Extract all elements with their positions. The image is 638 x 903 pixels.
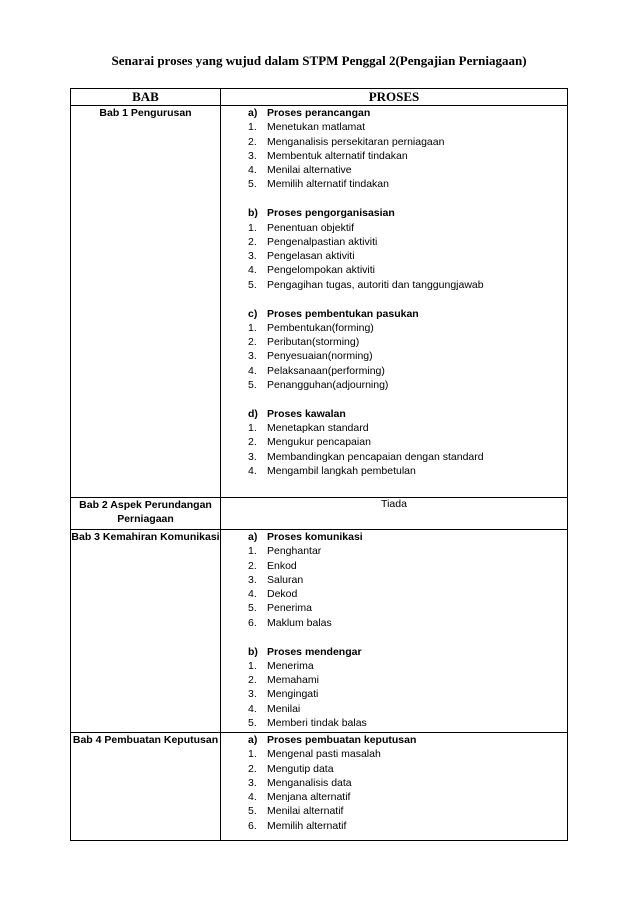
step-text: Menganalisis persekitaran perniagaan — [267, 135, 445, 148]
process-step — [221, 435, 567, 449]
step-text: Penentuan objektif — [267, 221, 354, 234]
group-marker: c) — [248, 307, 258, 320]
step-text: Pembentukan(forming) — [267, 321, 374, 334]
process-step — [221, 673, 567, 687]
process-step — [221, 321, 567, 335]
process-step — [221, 421, 567, 435]
process-step — [221, 163, 567, 177]
process-step — [221, 702, 567, 716]
group-marker: b) — [248, 207, 258, 220]
step-text: Membentuk alternatif tindakan — [267, 149, 408, 162]
process-step — [221, 249, 567, 263]
step-text: Mengukur pencapaian — [267, 436, 371, 449]
bab-cell: Bab 4 Pembuatan Keputusan — [71, 733, 221, 841]
step-text: Penyesuaian(norming) — [267, 350, 373, 363]
process-step — [221, 601, 567, 615]
step-number: 1. — [248, 545, 257, 558]
group-marker: a) — [248, 107, 258, 119]
process-group-heading — [221, 106, 567, 120]
step-number: 2. — [248, 436, 257, 449]
group-heading-text: Proses komunikasi — [267, 531, 363, 543]
step-number: 2. — [248, 135, 257, 148]
group-heading-text: Proses mendengar — [267, 645, 362, 658]
step-text: Pengenalpastian aktiviti — [267, 235, 378, 248]
step-number: 5. — [248, 178, 257, 191]
step-text: Pengagihan tugas, autoriti dan tanggungjawab — [267, 278, 484, 291]
step-number: 3. — [248, 350, 257, 363]
process-step — [221, 716, 567, 730]
step-number: 3. — [248, 573, 257, 586]
process-step — [221, 263, 567, 277]
step-text: Maklum balas — [267, 616, 332, 629]
process-group — [221, 106, 567, 192]
step-number: 4. — [248, 702, 257, 715]
process-group-heading — [221, 206, 567, 220]
step-text: Mengingati — [267, 688, 319, 701]
step-number: 3. — [248, 450, 257, 463]
table-row — [71, 733, 568, 841]
process-group — [221, 307, 567, 393]
step-text: Mengutip data — [267, 762, 334, 775]
process-step — [221, 747, 567, 761]
step-number: 6. — [248, 616, 257, 629]
step-number: 5. — [248, 278, 257, 291]
step-text: Menilai alternatif — [267, 805, 344, 818]
step-number: 5. — [248, 717, 257, 730]
process-step — [221, 616, 567, 630]
step-text: Penerima — [267, 602, 312, 615]
step-number: 1. — [248, 659, 257, 672]
step-number: 3. — [248, 149, 257, 162]
step-text: Menilai alternative — [267, 164, 352, 177]
process-step — [221, 378, 567, 392]
step-number: 3. — [248, 250, 257, 263]
step-text: Peributan(storming) — [267, 336, 360, 349]
step-text: Saluran — [267, 573, 304, 586]
table-body — [71, 106, 568, 841]
group-marker: b) — [248, 645, 258, 658]
step-number: 4. — [248, 791, 257, 804]
process-step — [221, 687, 567, 701]
step-number: 2. — [248, 336, 257, 349]
process-step — [221, 587, 567, 601]
bab-cell: Bab 1 Pengurusan — [71, 106, 221, 498]
group-marker: a) — [248, 531, 258, 543]
process-step — [221, 464, 567, 478]
step-text: Membandingkan pencapaian dengan standard — [267, 450, 484, 463]
process-group — [221, 645, 567, 731]
step-number: 3. — [248, 688, 257, 701]
step-text: Menilai — [267, 702, 301, 715]
process-group — [221, 530, 567, 630]
step-number: 4. — [248, 264, 257, 277]
process-step — [221, 544, 567, 558]
step-text: Memahami — [267, 674, 319, 687]
step-text: Menganalisis data — [267, 776, 352, 789]
process-group-heading — [221, 307, 567, 321]
table-row — [71, 498, 568, 530]
step-number: 2. — [248, 674, 257, 687]
proses-cell — [221, 530, 568, 733]
group-heading-text: Proses kawalan — [267, 407, 346, 420]
step-number: 4. — [248, 588, 257, 601]
group-marker: a) — [248, 734, 258, 746]
step-number: 6. — [248, 819, 257, 832]
process-step — [221, 659, 567, 673]
process-step — [221, 335, 567, 349]
step-number: 5. — [248, 805, 257, 818]
process-group-heading — [221, 407, 567, 421]
step-number: 1. — [248, 422, 257, 435]
step-number: 1. — [248, 748, 257, 761]
process-step — [221, 776, 567, 790]
header-bab: BAB — [71, 89, 221, 106]
proses-cell — [221, 733, 568, 841]
step-text: Memilih alternatif tindakan — [267, 178, 389, 191]
process-step — [221, 573, 567, 587]
process-step — [221, 221, 567, 235]
process-group-heading — [221, 645, 567, 659]
process-step — [221, 804, 567, 818]
step-text: Mengenal pasti masalah — [267, 748, 381, 761]
document-title: Senarai proses yang wujud dalam STPM Penggal 2(Pengajian Perniagaan) — [111, 53, 527, 68]
process-step — [221, 450, 567, 464]
step-text: Pengelasan aktiviti — [267, 250, 355, 263]
step-number: 2. — [248, 762, 257, 775]
group-marker: d) — [248, 407, 258, 420]
step-text: Menetukan matlamat — [267, 121, 366, 134]
step-text: Penghantar — [267, 545, 322, 558]
group-heading-text: Proses pembentukan pasukan — [267, 307, 419, 320]
process-step — [221, 120, 567, 134]
step-number: 1. — [248, 121, 257, 134]
process-step — [221, 135, 567, 149]
process-group-heading — [221, 733, 567, 747]
step-text: Enkod — [267, 559, 297, 572]
process-group — [221, 733, 567, 833]
group-heading-text: Proses perancangan — [267, 107, 371, 119]
bab-cell: Bab 3 Kemahiran Komunikasi — [71, 530, 221, 733]
step-text: Menerima — [267, 659, 314, 672]
process-step — [221, 364, 567, 378]
table-header-row — [71, 89, 568, 106]
step-number: 5. — [248, 379, 257, 392]
step-number: 5. — [248, 602, 257, 615]
step-text: Memilih alternatif — [267, 819, 347, 832]
step-number: 4. — [248, 164, 257, 177]
table-row — [71, 106, 568, 498]
bab-cell: Bab 2 Aspek Perundangan Perniagaan — [71, 498, 221, 530]
group-heading-text: Proses pembuatan keputusan — [267, 734, 417, 746]
step-text: Memberi tindak balas — [267, 717, 367, 730]
step-number: 4. — [248, 465, 257, 478]
step-number: 2. — [248, 235, 257, 248]
tiada-cell: Tiada — [221, 498, 568, 530]
step-number: 2. — [248, 559, 257, 572]
step-number: 1. — [248, 321, 257, 334]
process-step — [221, 149, 567, 163]
group-heading-text: Proses pengorganisasian — [267, 207, 395, 220]
step-text: Menetapkan standard — [267, 422, 369, 435]
process-group — [221, 407, 567, 478]
header-proses: PROSES — [221, 89, 568, 106]
process-group — [221, 206, 567, 292]
process-group-heading — [221, 530, 567, 544]
step-number: 4. — [248, 364, 257, 377]
step-number: 1. — [248, 221, 257, 234]
process-table — [70, 88, 568, 841]
process-step — [221, 559, 567, 573]
step-text: Mengambil langkah pembetulan — [267, 465, 416, 478]
proses-cell — [221, 106, 568, 498]
step-number: 3. — [248, 776, 257, 789]
process-step — [221, 349, 567, 363]
step-text: Pelaksanaan(performing) — [267, 364, 385, 377]
process-step — [221, 278, 567, 292]
process-step — [221, 762, 567, 776]
step-text: Penangguhan(adjourning) — [267, 379, 389, 392]
step-text: Dekod — [267, 588, 298, 601]
step-text: Menjana alternatif — [267, 791, 351, 804]
table-row — [71, 530, 568, 733]
step-text: Pengelompokan aktiviti — [267, 264, 375, 277]
process-step — [221, 819, 567, 833]
process-step — [221, 177, 567, 191]
process-step — [221, 790, 567, 804]
process-step — [221, 235, 567, 249]
